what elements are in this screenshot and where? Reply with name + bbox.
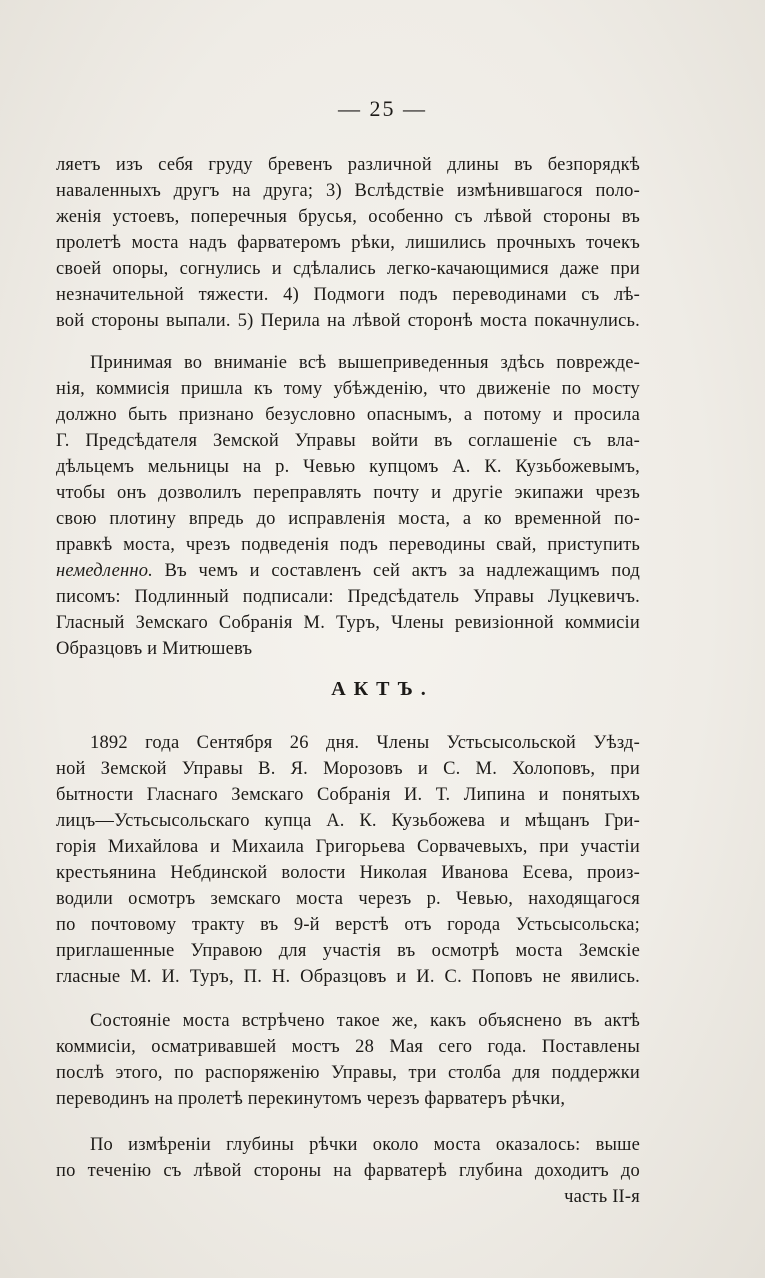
text-line: Образцовъ и Митюшевъ (56, 639, 253, 659)
text-line: приглашенные Управою для участія въ осмотрѣ моста Земскіе (56, 941, 640, 961)
text-line: по почтовому тракту въ 9-й верстѣ отъ города Устьсысольска; (56, 915, 640, 935)
text-line: женія устоевъ, поперечныя брусья, особенно съ лѣвой стороны въ (56, 207, 640, 227)
text-line: бытности Гласнаго Земскаго Собранія И. Т. Липина и понятыхъ (56, 785, 640, 805)
text-line: ляетъ изъ себя груду бревенъ различной длины въ безпорядкѣ (56, 155, 640, 175)
page-number: — 25 — (338, 96, 427, 121)
text-line: лицъ—Устьсысольскаго купца А. К. Кузьбожева и мѣщанъ Гри- (56, 811, 640, 831)
text-line: По измѣреніи глубины рѣчки около моста оказалось: выше (90, 1135, 640, 1155)
section-heading: АКТЪ. (331, 678, 434, 700)
text-line: дѣльцемъ мельницы на р. Чевью купцомъ А. К. Кузьбожевымъ, (56, 457, 640, 477)
text-line: вой стороны выпали. 5) Перила на лѣвой сторонѣ моста покачнулись. (56, 311, 640, 331)
text-line: 1892 года Сентября 26 дня. Члены Устьсысольской Уѣзд- (90, 733, 640, 753)
text-span: Въ чемъ и составленъ сей актъ за надлежащимъ под (153, 561, 640, 581)
text-line (56, 558, 640, 584)
catchword: часть II-я (564, 1187, 640, 1207)
text-line: чтобы онъ дозволилъ переправлять почту и другіе экипажи чрезъ (56, 483, 640, 503)
text-line: Состояніе моста встрѣчено такое же, какъ объяснено въ актѣ (90, 1011, 640, 1031)
text-line: пролетѣ моста надъ фарватеромъ рѣки, лишились прочныхъ точекъ (56, 233, 640, 253)
text-line: по теченію съ лѣвой стороны на фарватерѣ глубина доходитъ до (56, 1161, 640, 1181)
text-line: правкѣ моста, чрезъ подведенія подъ переводины свай, приступить (56, 535, 640, 555)
emphasis-text: немедленно. (56, 561, 154, 581)
text-line: горія Михайлова и Михаила Григорьева Сорвачевыхъ, при участіи (56, 837, 640, 857)
text-line: своей опоры, согнулись и сдѣлались легко-качающимися даже при (56, 259, 640, 279)
text-line: нія, коммисія пришла къ тому убѣжденію, что движеніе по мосту (56, 379, 640, 399)
text-line: ной Земской Управы В. Я. Морозовъ и С. М. Холоповъ, при (56, 759, 640, 779)
text-line: свою плотину впредь до исправленія моста, а ко временной по- (56, 509, 640, 529)
text-line: Г. Предсѣдателя Земской Управы войти въ соглашеніе съ вла- (56, 431, 640, 451)
text-line: переводинъ на пролетѣ перекинутомъ черезъ фарватеръ рѣчки, (56, 1089, 566, 1109)
text-line: писомъ: Подлинный подписали: Предсѣдатель Управы Луцкевичъ. (56, 587, 640, 607)
text-line: крестьянина Небдинской волости Николая Иванова Есева, произ- (56, 863, 640, 883)
text-line: Гласный Земскаго Собранія М. Туръ, Члены ревизіонной коммисіи (56, 613, 640, 633)
text-line: коммисіи, осматривавшей мостъ 28 Мая сего года. Поставлены (56, 1037, 640, 1057)
text-line: послѣ этого, по распоряженію Управы, три столба для поддержки (56, 1063, 640, 1083)
text-line: Принимая во вниманіе всѣ вышеприведенныя здѣсь поврежде- (90, 353, 640, 373)
text-line: наваленныхъ другъ на друга; 3) Вслѣдствіе измѣнившагося поло- (56, 181, 640, 201)
text-line: незначительной тяжести. 4) Подмоги подъ переводинами съ лѣ- (56, 285, 640, 305)
text-line: гласные М. И. Туръ, П. Н. Образцовъ и И. С. Поповъ не явились. (56, 967, 640, 987)
text-line: должно быть признано безусловно опаснымъ, а потому и просила (56, 405, 640, 425)
text-line: водили осмотръ земскаго моста черезъ р. Чевью, находящагося (56, 889, 640, 909)
